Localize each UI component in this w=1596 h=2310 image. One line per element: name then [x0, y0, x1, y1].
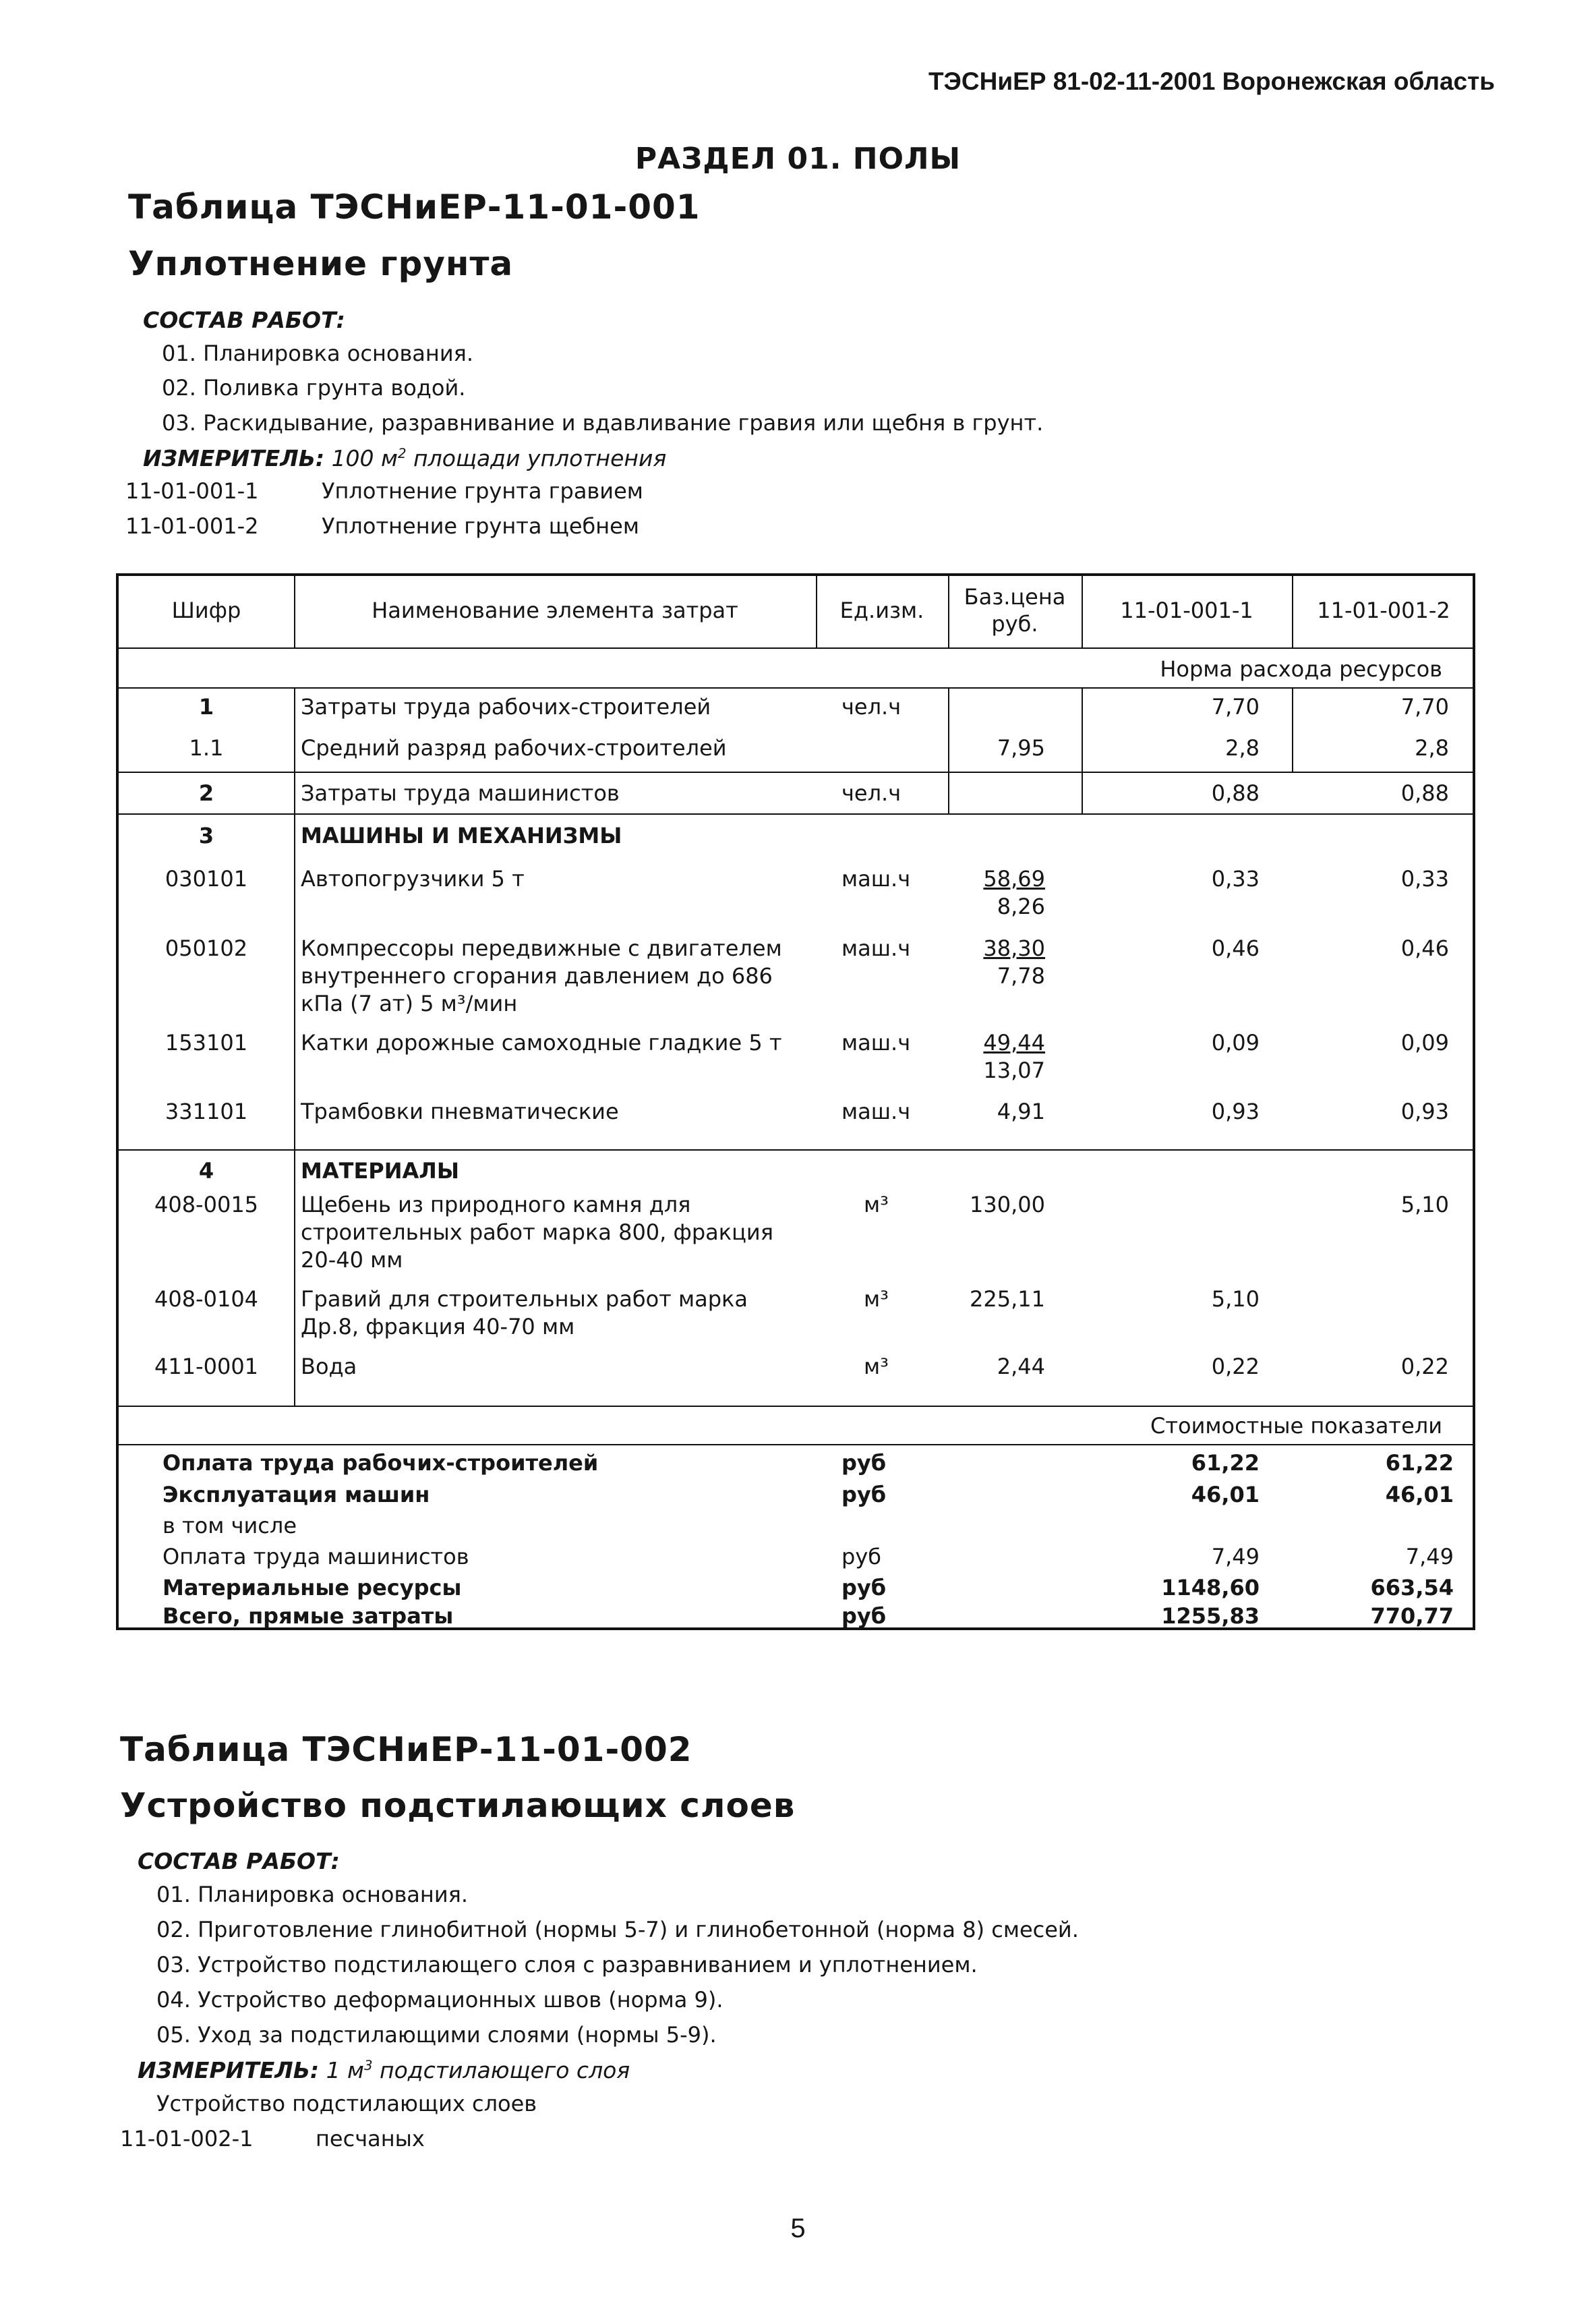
cost-name: Оплата труда рабочих-строителей — [162, 1450, 599, 1476]
col-header-code: Шифр — [171, 598, 241, 623]
row-name: Затраты труда рабочих-строителей — [301, 694, 711, 720]
row-unit: чел.ч — [841, 780, 902, 806]
row-code: 153101 — [165, 1030, 248, 1056]
row-code: 408-0104 — [154, 1286, 259, 1312]
table1-work-2: 02. Поливка грунта водой. — [162, 375, 466, 401]
table1-work-1: 01. Планировка основания. — [162, 341, 474, 366]
row-value-2: 0,46 — [1400, 935, 1449, 961]
row-code: 1.1 — [189, 735, 224, 761]
row-name: Компрессоры передвижные с двигателем внутреннего сгорания давлением до 686 кПа (7 ат) 5 м³/мин — [301, 935, 782, 1016]
table-rule — [294, 687, 295, 1406]
row-value-2: 0,22 — [1400, 1354, 1449, 1379]
row-price: 49,44 — [983, 1030, 1045, 1056]
table2-title: Таблица ТЭСНиЕР-11-01-002 — [120, 1730, 692, 1769]
cost-unit: руб — [841, 1575, 887, 1600]
row-name: Щебень из природного камня для строительных работ марка 800, фракция 20-40 мм — [301, 1192, 773, 1273]
page-number: 5 — [790, 2214, 806, 2243]
row-code: 408-0015 — [154, 1192, 259, 1217]
table-rule — [119, 772, 1473, 773]
group-name: МАТЕРИАЛЫ — [301, 1158, 460, 1184]
table-rule — [948, 687, 949, 813]
table2-work-2: 02. Приготовление глинобитной (нормы 5-7) и глинобетонной (норма 8) смесей. — [156, 1917, 1079, 1942]
row-unit: м³ — [864, 1354, 889, 1379]
row-unit: маш.ч — [841, 866, 911, 892]
row-value-1: 0,93 — [1211, 1099, 1260, 1124]
cost-name: Материальные ресурсы — [162, 1575, 462, 1600]
table2-sostav-label: СОСТАВ РАБОТ: — [138, 1848, 340, 1874]
cost-unit: руб — [841, 1450, 887, 1476]
table-rule — [1292, 687, 1293, 772]
row-name: Затраты труда машинистов — [301, 780, 620, 806]
row-value-1: 7,70 — [1211, 694, 1260, 720]
cost-value-2: 46,01 — [1385, 1482, 1454, 1507]
row-code: 050102 — [165, 935, 248, 961]
cost-value-2: 61,22 — [1385, 1450, 1454, 1476]
table1-code-1-name: Уплотнение грунта гравием — [322, 478, 643, 504]
cost-header: Стоимостные показатели — [1150, 1413, 1442, 1439]
col-header-norm-2: 11-01-001-2 — [1317, 598, 1450, 623]
cost-name: Всего, прямые затраты — [162, 1603, 454, 1629]
table-rule — [948, 576, 949, 647]
row-value-1: 0,33 — [1211, 866, 1260, 892]
row-code: 331101 — [165, 1099, 248, 1124]
table2-izmeritel-value: 1 $м^3$ подстилающего слоя — [326, 2057, 630, 2083]
row-value-1: 0,46 — [1211, 935, 1260, 961]
table2-work-4: 04. Устройство деформационных швов (норма 9). — [156, 1987, 723, 2013]
row-price-machinist: 7,78 — [997, 963, 1045, 989]
row-price: 4,91 — [997, 1099, 1045, 1124]
row-unit: м³ — [864, 1192, 889, 1217]
col-header-name: Наименование элемента затрат — [372, 598, 738, 623]
row-price: 225,11 — [970, 1286, 1045, 1312]
table-rule — [119, 1149, 1473, 1151]
row-unit: маш.ч — [841, 935, 911, 961]
table1-izmeritel-label: ИЗМЕРИТЕЛЬ: — [143, 445, 325, 471]
row-value-1: 0,22 — [1211, 1354, 1260, 1379]
table1-work-3: 03. Раскидывание, разравнивание и вдавливание гравия или щебня в грунт. — [162, 410, 1044, 436]
col-header-norm-1: 11-01-001-1 — [1120, 598, 1253, 623]
table-rule — [119, 1406, 1473, 1407]
table2-code-1: 11-01-002-1 — [120, 2126, 254, 2152]
group-name: МАШИНЫ И МЕХАНИЗМЫ — [301, 823, 622, 848]
cost-note: в том числе — [162, 1513, 297, 1538]
row-code: 2 — [198, 780, 214, 806]
cost-name: Оплата труда машинистов — [162, 1544, 469, 1569]
row-name: Трамбовки пневматические — [301, 1099, 619, 1124]
row-code: 1 — [198, 694, 214, 720]
row-name: Вода — [301, 1354, 357, 1379]
table2-code-1-name: песчаных — [316, 2126, 425, 2152]
table2-work-1: 01. Планировка основания. — [156, 1882, 469, 1907]
table-rule — [119, 1444, 1473, 1445]
row-value-1: 0,09 — [1211, 1030, 1260, 1056]
row-value-2: 2,8 — [1415, 735, 1449, 761]
col-header-price: Баз.цена руб. — [964, 584, 1066, 637]
row-code: 030101 — [165, 866, 248, 892]
cost-name: Эксплуатация машин — [162, 1482, 430, 1507]
table2-group-label: Устройство подстилающих слоев — [156, 2091, 537, 2116]
cost-unit: руб — [841, 1544, 881, 1569]
row-value-2: 0,88 — [1400, 780, 1449, 806]
row-value-1: 0,88 — [1211, 780, 1260, 806]
table2-subtitle: Устройство подстилающих слоев — [120, 1786, 796, 1825]
cost-unit: руб — [841, 1482, 887, 1507]
row-unit: м³ — [864, 1286, 889, 1312]
row-price: 2,44 — [997, 1354, 1045, 1379]
row-value-2: 5,10 — [1400, 1192, 1449, 1217]
row-value-2: 0,93 — [1400, 1099, 1449, 1124]
table2-izmeritel — [138, 2057, 630, 2083]
resource-table — [116, 573, 1475, 1630]
table1-izmeritel — [143, 445, 666, 471]
table1-izmeritel-value: 100 $м^2$ площади уплотнения — [331, 445, 667, 471]
row-price: 38,30 — [983, 935, 1045, 961]
row-name: Автопогрузчики 5 т — [301, 866, 525, 892]
cost-value-1: 1148,60 — [1161, 1575, 1260, 1600]
row-value-2: 0,09 — [1400, 1030, 1449, 1056]
cost-value-2: 770,77 — [1370, 1603, 1454, 1629]
row-name: Гравий для строительных работ марка Др.8, фракция 40-70 мм — [301, 1286, 748, 1339]
cost-value-2: 7,49 — [1405, 1544, 1454, 1569]
group-code: 3 — [198, 823, 214, 848]
row-price-machinist: 13,07 — [983, 1058, 1045, 1083]
table-rule — [1082, 687, 1083, 813]
table-rule — [119, 687, 1473, 689]
table-rule — [119, 647, 1473, 649]
row-value-1: 2,8 — [1225, 735, 1260, 761]
cost-unit: руб — [841, 1603, 887, 1629]
row-value-2: 0,33 — [1400, 866, 1449, 892]
table1-sostav-label: СОСТАВ РАБОТ: — [143, 307, 345, 333]
cost-value-2: 663,54 — [1370, 1575, 1454, 1600]
row-price: 58,69 — [983, 866, 1045, 892]
section-title: РАЗДЕЛ 01. ПОЛЫ — [634, 142, 962, 176]
cost-value-1: 1255,83 — [1161, 1603, 1260, 1629]
table2-work-5: 05. Уход за подстилающими слоями (нормы 5-9). — [156, 2022, 717, 2048]
table2-work-3: 03. Устройство подстилающего слоя с разравниванием и уплотнением. — [156, 1952, 978, 1977]
row-unit: чел.ч — [841, 694, 902, 720]
table1-code-1: 11-01-001-1 — [125, 478, 259, 504]
table1-subtitle: Уплотнение грунта — [128, 244, 514, 283]
row-name: Катки дорожные самоходные гладкие 5 т — [301, 1030, 782, 1056]
resource-norm-header: Норма расхода ресурсов — [1160, 656, 1442, 682]
row-value-1: 5,10 — [1211, 1286, 1260, 1312]
col-header-unit: Ед.изм. — [839, 598, 924, 623]
row-price: 7,95 — [997, 735, 1045, 761]
row-code: 411-0001 — [154, 1354, 259, 1379]
table-rule — [119, 813, 1473, 815]
table1-code-2-name: Уплотнение грунта щебнем — [322, 513, 639, 539]
row-name: Средний разряд рабочих-строителей — [301, 735, 727, 761]
row-unit: маш.ч — [841, 1030, 911, 1056]
table1-code-2: 11-01-001-2 — [125, 513, 259, 539]
cost-value-1: 46,01 — [1191, 1482, 1260, 1507]
row-price-machinist: 8,26 — [997, 894, 1045, 919]
group-code: 4 — [198, 1158, 214, 1184]
document-header: ТЭСНиЕР 81-02-11-2001 Воронежская область — [928, 67, 1495, 95]
cost-value-1: 61,22 — [1191, 1450, 1260, 1476]
cost-value-1: 7,49 — [1211, 1544, 1260, 1569]
row-value-2: 7,70 — [1400, 694, 1449, 720]
table1-title: Таблица ТЭСНиЕР-11-01-001 — [128, 187, 701, 227]
row-price: 130,00 — [970, 1192, 1045, 1217]
table2-izmeritel-label: ИЗМЕРИТЕЛЬ: — [138, 2057, 320, 2083]
row-unit: маш.ч — [841, 1099, 911, 1124]
